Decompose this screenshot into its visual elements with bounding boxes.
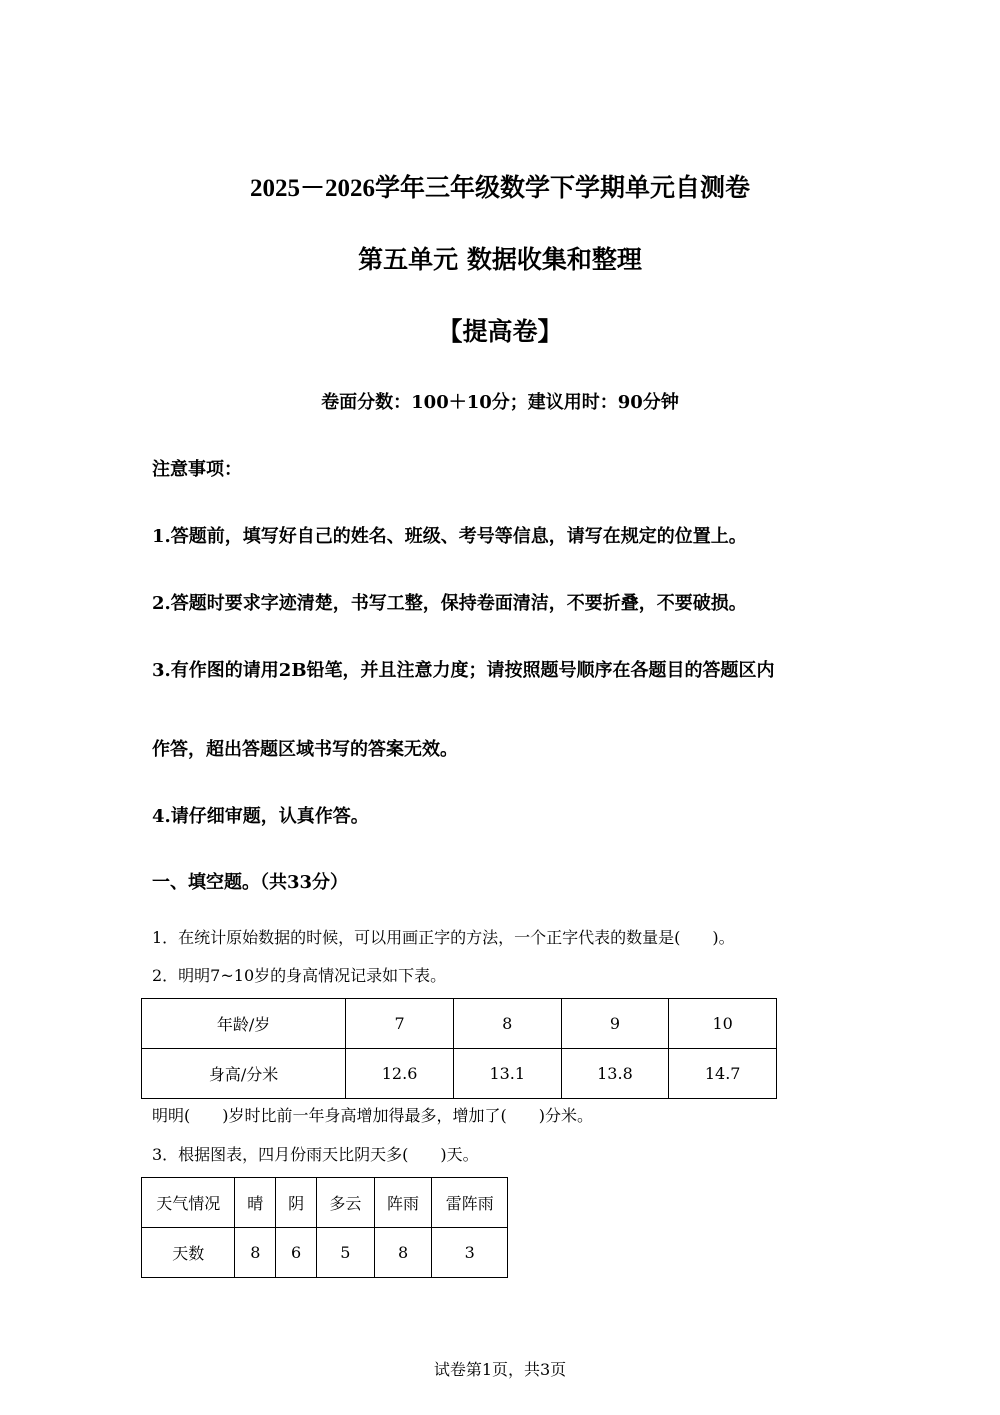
table-cell: 8 — [235, 1228, 276, 1278]
note-item-2: 2.答题时要求字迹清楚，书写工整，保持卷面清洁，不要折叠，不要破损。 — [152, 593, 747, 614]
table-cell: 身高/分米 — [142, 1049, 346, 1099]
exam-title: 2025－2026学年三年级数学下学期单元自测卷 — [249, 175, 750, 202]
table-cell: 10 — [669, 999, 777, 1049]
question-3: 3．根据图表，四月份雨天比阴天多( )天。 — [152, 1145, 479, 1164]
question-1: 1．在统计原始数据的时候，可以用画正字的方法，一个正字代表的数量是( )。 — [152, 928, 735, 947]
score-time-line: 卷面分数：100＋10分；建议用时：90分钟 — [321, 392, 679, 413]
table-row — [142, 1049, 777, 1099]
question-2: 2．明明7~10岁的身高情况记录如下表。 — [152, 966, 447, 985]
table-row — [142, 1228, 508, 1278]
page-footer: 试卷第1页，共3页 — [433, 1360, 567, 1379]
weather-table — [141, 1177, 508, 1278]
table-cell: 年龄/岁 — [142, 999, 346, 1049]
section-heading: 一、填空题。（共33分） — [152, 872, 349, 893]
table-cell: 天数 — [142, 1228, 235, 1278]
question-2-answer: 明明( )岁时比前一年身高增加得最多，增加了( )分米。 — [152, 1106, 593, 1125]
table-row — [142, 1178, 508, 1228]
note-item-4: 4.请仔细审题，认真作答。 — [152, 806, 369, 827]
table-cell: 阴 — [276, 1178, 317, 1228]
difficulty-tag: 【提高卷】 — [437, 317, 563, 346]
height-table — [141, 998, 777, 1099]
table-cell: 6 — [276, 1228, 317, 1278]
table-cell: 8 — [374, 1228, 432, 1278]
table-cell: 阵雨 — [374, 1178, 432, 1228]
table-row — [142, 999, 777, 1049]
table-cell: 12.6 — [346, 1049, 454, 1099]
table-cell: 多云 — [317, 1178, 375, 1228]
table-cell: 7 — [346, 999, 454, 1049]
unit-subtitle: 第五单元 数据收集和整理 — [358, 245, 642, 274]
table-cell: 3 — [432, 1228, 508, 1278]
table-cell: 天气情况 — [142, 1178, 235, 1228]
table-cell: 5 — [317, 1228, 375, 1278]
table-cell: 晴 — [235, 1178, 276, 1228]
table-cell: 13.8 — [561, 1049, 669, 1099]
table-cell: 雷阵雨 — [432, 1178, 508, 1228]
note-item-3-continued: 作答，超出答题区域书写的答案无效。 — [152, 739, 458, 760]
notes-heading: 注意事项： — [152, 459, 242, 480]
note-item-1: 1.答题前，填写好自己的姓名、班级、考号等信息，请写在规定的位置上。 — [152, 526, 747, 547]
note-item-3: 3.有作图的请用2B铅笔，并且注意力度；请按照题号顺序在各题目的答题区内 — [152, 660, 775, 681]
table-cell: 9 — [561, 999, 669, 1049]
table-cell: 13.1 — [453, 1049, 561, 1099]
table-cell: 8 — [453, 999, 561, 1049]
table-cell: 14.7 — [669, 1049, 777, 1099]
